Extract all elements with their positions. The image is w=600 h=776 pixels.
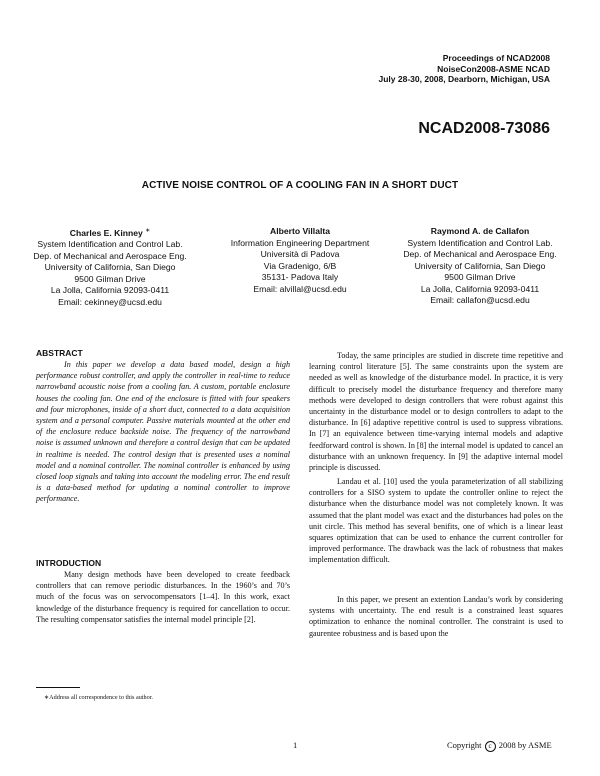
author-affiliation-line: 9500 Gilman Drive <box>444 272 516 282</box>
proceedings-line: NoiseCon2008-ASME NCAD <box>437 63 550 74</box>
author-affiliation-line: Dep. of Mechanical and Aerospace Eng. <box>33 250 187 261</box>
author-email: Email: alvillal@ucsd.edu <box>253 283 347 294</box>
copyright-prefix: Copyright <box>447 740 482 750</box>
author-affiliation-line: Information Engineering Department <box>230 237 370 248</box>
author-block <box>20 226 200 308</box>
paper-id: NCAD2008-73086 <box>418 120 550 137</box>
author-affiliation-line: La Jolla, California 92093-0411 <box>50 285 170 296</box>
proceedings-header <box>379 53 550 85</box>
introduction-heading: INTRODUCTION <box>36 558 102 568</box>
author-email: Email: callafon@ucsd.edu <box>430 295 530 305</box>
paper-title: ACTIVE NOISE CONTROL OF A COOLING FAN IN A SHORT DUCT <box>141 180 459 191</box>
author-affiliation-line: Università di Padova <box>260 249 340 259</box>
copyright-notice <box>447 740 552 752</box>
proceedings-line: Proceedings of NCAD2008 <box>442 53 550 63</box>
author-affiliation-line: 9500 Gilman Drive <box>74 273 146 284</box>
author-name: Alberto Villalta <box>269 226 330 236</box>
author-affiliation-line: University of California, San Diego <box>44 262 176 273</box>
body-paragraph: In this paper, we present an extention Landau’s work by considering systems with uncertainty. The end result is a constrained least squares optimization to enhance the nominal controller. The constraint is used to gaurentee robustness and is based upon the <box>309 595 563 638</box>
author-affiliation-line: 35131- Padova Italy <box>261 272 339 282</box>
author-affiliation-line: La Jolla, California 92093-0411 <box>420 283 540 294</box>
page-number: 1 <box>293 740 298 750</box>
author-affiliation-line: University of California, San Diego <box>414 260 546 271</box>
author-block <box>210 226 390 295</box>
body-paragraph: Today, the same principles are studied in discrete time repetitive and learning control literature [5]. The same constraints upon the system are needed as well as knowledge of the disturbance model. In practice, it is very difficult to precisely model the disturbance frequency and therefore many methods were developed to design controllers that were robust against this uncertainty in the disturbance model or to design controllers to adapt to the disturbance. In [6] adaptive repetitive control is used to suppress vibrations. In [7] an equivalence between time-varying internal models and adaptive feedforward control is shown. In [8] the internal model is updated to cancel an disturbance with an unknown frequency. In [9] the adaptive internal model principle is discussed. <box>309 351 563 473</box>
author-block <box>390 226 570 307</box>
proceedings-line: July 28-30, 2008, Dearborn, Michigan, USA <box>378 74 550 84</box>
body-paragraph: Landau et al. [10] used the youla parameterization of all stabilizing controllers for a SISO system to update the controller online to reject the disturbance when the disturbance model was not completely known. It was assumed that the plant model was exact and the disturbances had poles on the unit circle. This method has several benifits, one of which is a linear least squares optimization that can be used to enhance the current controller for improved performance. The drawback was the lack of robustness that makes implementation difficult. <box>309 477 563 565</box>
author-footnote-mark: ∗ <box>145 228 151 234</box>
copyright-suffix: 2008 by ASME <box>498 740 552 750</box>
author-name: Charles E. Kinney ∗ <box>69 227 151 238</box>
author-name: Raymond A. de Callafon <box>430 226 530 236</box>
footnote: ∗Address all correspondence to this author. <box>44 694 153 701</box>
copyright-icon: c <box>485 741 496 752</box>
author-affiliation-line: Via Gradenigo, 6/B <box>263 260 337 271</box>
abstract-text: In this paper we develop a data based model, design a high performance robust controller, and apply the controller in real-time to reduce narrowband acoustic noise from a cooling fan. A custom, portable enclosure houses the cooling fan. One end of the enclosure is fitted with four speakers and four microphones, inside of a short duct, connected to a data acquisition system and a personal computer. Passive materials mounted at the other end of the enclosure reduce backside noise. The frequency of the narrowband noise is assumed unknown and therefore a control design that can be updated in realtime is needed. The control design that is presented uses a nominal model and a nominal controller. The nominal controller is enhanced by using closed loop signals and taking into account the modeling error. The end result is a data-based method for updating a nominal controller to improve performance. <box>36 360 290 504</box>
introduction-text: Many design methods have been developed to create feedback controllers that can remove periodic disturbances. In the 1960’s and 70’s much of the focus was on servocompensators [1–4]. In this work, exact knowledge of the disturbance frequency is required for cancellation to occur. The resulting compensator satisfies the internal model principle [2]. <box>36 570 290 624</box>
author-affiliation-line: Dep. of Mechanical and Aerospace Eng. <box>403 249 557 259</box>
footnote-divider <box>36 687 80 688</box>
author-email: Email: cekinney@ucsd.edu <box>58 296 162 307</box>
author-affiliation-line: System Identification and Control Lab. <box>407 237 553 248</box>
author-affiliation-line: System Identification and Control Lab. <box>37 239 183 250</box>
abstract-heading: ABSTRACT <box>36 348 83 358</box>
